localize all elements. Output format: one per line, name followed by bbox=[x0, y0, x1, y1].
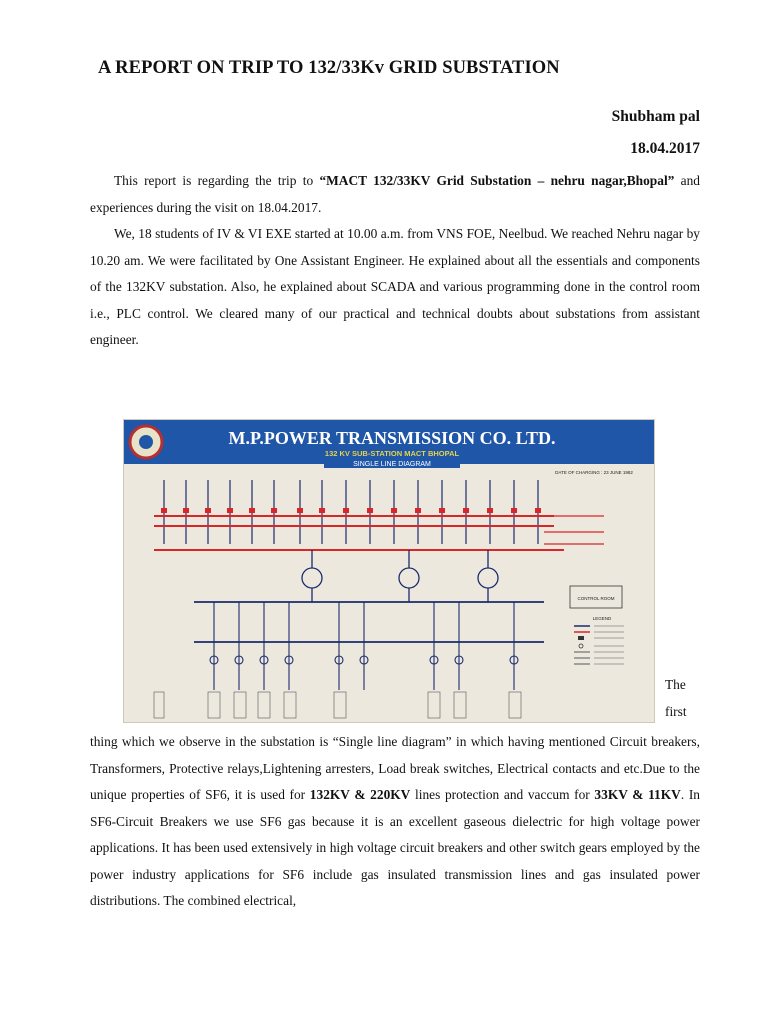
substation-name: “MACT 132/33KV Grid Substation – nehru nagar,Bhopal” bbox=[319, 173, 675, 188]
author-name: Shubham pal bbox=[611, 108, 700, 125]
board-title: M.P.POWER TRANSMISSION CO. LTD. bbox=[228, 428, 556, 448]
paragraph-sld bbox=[90, 729, 700, 915]
control-room-label: CONTROL ROOM bbox=[577, 596, 615, 601]
report-date: 18.04.2017 bbox=[630, 140, 700, 157]
sld-text-1: thing which we observe in the substation is “Single line diagram” in which having mentioned Circuit breakers, Transformers, Protective relays,Lightening arresters, Load break switches, Electrical contacts and etc.Due to the unique properties of SF6, it is used for bbox=[90, 734, 700, 802]
intro-rest: and experiences during the visit on 18.04.2017. bbox=[90, 173, 700, 215]
paragraph-trip bbox=[90, 221, 700, 354]
legend-title: LEGEND bbox=[592, 616, 612, 621]
diagram-board bbox=[124, 420, 654, 722]
sld-text-3: . In SF6-Circuit Breakers we use SF6 gas because it is an excellent gaseous dielectric for high voltage power applications. It has been used extensively in high voltage circuit breakers and other switch gears employed by the power industry applications for SF6 include gas insulated transmission lines and gas insulated power distributions. The combined electrical, bbox=[90, 787, 700, 908]
board-subtitle: 132 KV SUB-STATION MACT BHOPAL bbox=[324, 449, 460, 458]
single-line-diagram-photo bbox=[124, 420, 654, 722]
board-caption: SINGLE LINE DIAGRAM bbox=[353, 461, 431, 468]
report-title: A REPORT ON TRIP TO 132/33Kv GRID SUBSTATION bbox=[98, 58, 560, 78]
intro-text: This report is regarding the trip to bbox=[114, 173, 320, 188]
sld-text-2: lines protection and vaccum for bbox=[410, 787, 595, 802]
sld-bold-2: 33KV & 11KV bbox=[594, 787, 681, 802]
wrap-word-first: first bbox=[665, 704, 687, 719]
trip-text: We, 18 students of IV & VI EXE started at 10.00 a.m. from VNS FOE, Neelbud. We reached Nehru nagar by 10.20 am. We were facilitated by One Assistant Engineer. He explained about all the essentials and components of the 132KV substation. Also, he explained about SCADA and various programming done in the control room i.e., PLC control. We cleared many of our practical and technical doubts about substations from assistant engineer. bbox=[90, 226, 700, 347]
wrap-word-the: The bbox=[665, 677, 686, 692]
date-of-charging: DATE OF CHARGING : 23 JUNE 1982 bbox=[555, 470, 633, 475]
sld-bold-1: 132KV & 220KV bbox=[309, 787, 411, 802]
paragraph-intro bbox=[90, 168, 700, 221]
